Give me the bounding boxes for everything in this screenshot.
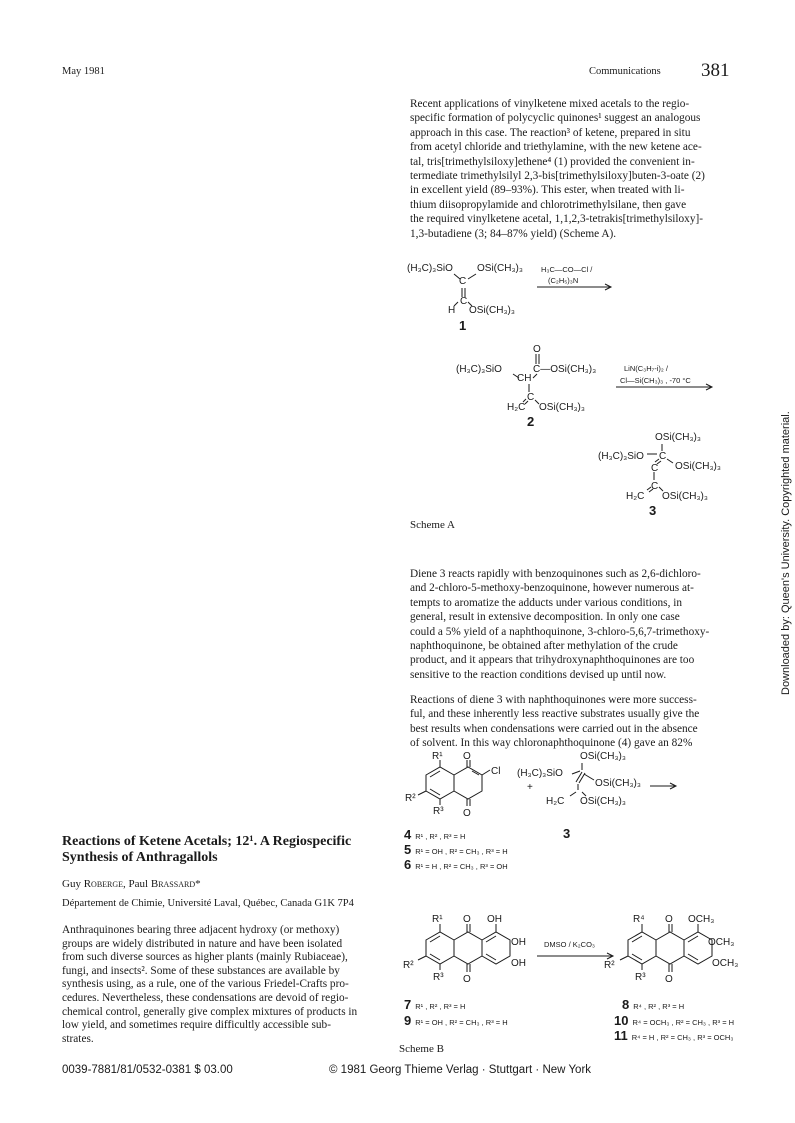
c2-bonds bbox=[505, 372, 555, 412]
diene-left: (H₃C)₃SiO bbox=[517, 768, 563, 779]
aq-b-o-bottom: O bbox=[665, 974, 673, 985]
para-line: product, and it appears that trihydroxynaphthoquinones are too bbox=[410, 654, 695, 667]
para-line: sensitive to the reaction conditions devised up until now. bbox=[410, 668, 667, 681]
c3-right: OSi(CH₃)₃ bbox=[675, 461, 721, 472]
para-line: fungi, and insects². Some of these substances are available by bbox=[62, 964, 340, 977]
para-line: 1,3-butadiene (3; 84–87% yield) (Scheme A). bbox=[410, 227, 617, 240]
para-line: cedures. Nevertheless, these condensations are devoid of regio- bbox=[62, 991, 349, 1004]
nq-r3: R³ bbox=[433, 806, 444, 817]
title-line: Reactions of Ketene Acetals; 12¹. A Regiospecific bbox=[62, 834, 352, 849]
reagent1-line1: H₃C—CO—Cl / bbox=[541, 265, 593, 274]
c2-right-group: C—OSi(CH₃)₃ bbox=[533, 364, 597, 375]
aq-a-r1: R¹ bbox=[432, 914, 443, 925]
article-title bbox=[62, 834, 392, 866]
author-2-given: Paul bbox=[128, 878, 149, 890]
c1-right-group: OSi(CH₃)₃ bbox=[477, 263, 523, 274]
compound-1-label: 1 bbox=[459, 318, 467, 333]
c3-carbon-a: C bbox=[659, 451, 667, 462]
reagent-dmso: DMSO / K₂CO₃ bbox=[544, 940, 595, 949]
para-line: Anthraquinones bearing three adjacent hydroxy (or methoxy) bbox=[62, 924, 340, 936]
compound-number: 10 bbox=[614, 1013, 629, 1028]
c1-bottom-group: OSi(CH₃)₃ bbox=[469, 305, 515, 316]
para-line: and 2-chloro-5-methoxy-benzoquinone, however numerous at- bbox=[410, 582, 694, 595]
para-line: Recent applications of vinylketene mixed acetals to the regio- bbox=[410, 98, 690, 110]
aq-b-r2: R² bbox=[604, 960, 615, 971]
author-1-given: Guy bbox=[62, 878, 81, 890]
diene-top: OSi(CH₃)₃ bbox=[580, 751, 626, 762]
para-line: low yield, and sometimes require difficultly accessible sub- bbox=[62, 1019, 331, 1032]
c2-carbon: C bbox=[527, 392, 535, 403]
aq-b-och3-1: OCH₃ bbox=[688, 914, 715, 925]
para-line: the required vinylketene acetal, 1,1,2,3-tetrakis[trimethylsiloxy]- bbox=[410, 213, 703, 226]
para-line: naphthoquinone, be obtained after methylation of the crude bbox=[410, 640, 678, 653]
body-paragraph-2 bbox=[410, 567, 732, 682]
c3-ch2: H₂C bbox=[626, 491, 645, 502]
para-line: synthesis using, as a rule, one of the various Friedel-Crafts pro- bbox=[62, 978, 349, 991]
reaction-arrow-1 bbox=[537, 282, 615, 292]
substituents: R⁴ , R² , R³ = H bbox=[633, 1002, 685, 1011]
compound-number: 4 bbox=[404, 827, 412, 842]
scheme-b-label: Scheme B bbox=[399, 1043, 444, 1055]
aq-b-och3-3: OCH₃ bbox=[712, 958, 739, 969]
diene-bonds bbox=[560, 762, 600, 798]
para-line: best results when condensations were carried out in the absence bbox=[410, 722, 698, 735]
para-line: chemical control, generally give complex mixtures of products in bbox=[62, 1005, 358, 1018]
substituents: R¹ , R² , R³ = H bbox=[415, 832, 466, 841]
reaction-arrow-2 bbox=[616, 382, 716, 392]
para-line: could a 5% yield of a naphthoquinone, 3-chloro-5,6,7-trimethoxy- bbox=[410, 625, 710, 638]
entry-6 bbox=[404, 856, 508, 874]
reagent2-line1: LiN(C₃H₇-i)₂ / bbox=[624, 364, 668, 373]
diene-bottom: OSi(CH₃)₃ bbox=[580, 796, 626, 807]
para-line: strates. bbox=[62, 1032, 94, 1045]
c3-carbon-b: C bbox=[651, 463, 659, 474]
c3-bottom: OSi(CH₃)₃ bbox=[662, 491, 708, 502]
compound-3-label-b: 3 bbox=[563, 826, 571, 841]
aq-a-oh3: OH bbox=[511, 958, 526, 969]
c3-carbon-c: C bbox=[651, 481, 659, 492]
c3-left: (H₃C)₃SiO bbox=[598, 451, 644, 462]
para-line: tal, tris[trimethylsiloxy]ethene⁴ (1) provided the convenient in- bbox=[410, 155, 695, 168]
running-date: May 1981 bbox=[62, 66, 105, 77]
substituents: R⁴ = OCH₃ , R² = CH₃ , R³ = H bbox=[632, 1018, 735, 1027]
substituents: R¹ = H , R² = CH₃ , R³ = OH bbox=[415, 862, 508, 871]
aq-b-r4: R⁴ bbox=[633, 914, 645, 925]
entry-9 bbox=[404, 1012, 508, 1030]
abstract bbox=[62, 924, 392, 1046]
para-line: general, result in extensive decomposition. In only one case bbox=[410, 611, 680, 624]
aq-a-oh1: OH bbox=[487, 914, 502, 925]
para-line: Reactions of diene 3 with naphthoquinones were more success- bbox=[410, 694, 697, 706]
reagent1-line2: (C₂H₅)₃N bbox=[548, 276, 579, 285]
nq-o-top: O bbox=[463, 751, 471, 762]
compound-number: 11 bbox=[614, 1028, 628, 1043]
para-line: termediate trimethylsilyl 2,3-bis[trimethylsiloxy]buten-3-oate (2) bbox=[410, 170, 705, 183]
body-paragraph-3 bbox=[410, 693, 732, 751]
aq-a-r3: R³ bbox=[433, 972, 444, 983]
compound-3-label: 3 bbox=[649, 503, 657, 518]
substituents: R¹ = OH , R² = CH₃ , R³ = H bbox=[415, 847, 508, 856]
nq-r2: R² bbox=[405, 793, 416, 804]
compound-number: 5 bbox=[404, 842, 412, 857]
c1-left-group: (H₃C)₃SiO bbox=[407, 263, 453, 274]
c3-top: OSi(CH₃)₃ bbox=[655, 432, 701, 443]
para-line: Diene 3 reacts rapidly with benzoquinones such as 2,6-dichloro- bbox=[410, 568, 701, 580]
nq-r1: R¹ bbox=[432, 751, 443, 762]
affiliation: Département de Chimie, Université Laval, Québec, Canada G1K 7P4 bbox=[62, 898, 354, 909]
c1-bonds bbox=[440, 270, 500, 310]
publisher-line: © 1981 Georg Thieme Verlag · Stuttgart · New York bbox=[329, 1064, 592, 1076]
para-line: from such diverse sources as higher plants (mainly Rubiaceae), bbox=[62, 951, 348, 964]
diene-right: OSi(CH₃)₃ bbox=[595, 778, 641, 789]
c2-top-o: O bbox=[533, 344, 541, 355]
diene-ch2: H₂C bbox=[546, 796, 565, 807]
aq-a-o-bottom: O bbox=[463, 974, 471, 985]
para-line: thium diisopropylamide and chlorotrimethylsilane, then gave bbox=[410, 198, 687, 211]
c2-left-group: (H₃C)₃SiO bbox=[456, 364, 502, 375]
author-2-family: Brassard* bbox=[150, 878, 201, 890]
compound-2-label: 2 bbox=[527, 414, 535, 429]
c1-carbon2: C bbox=[460, 296, 468, 307]
entry-11 bbox=[614, 1027, 733, 1045]
para-line: in excellent yield (89–93%). This ester, when treated with li- bbox=[410, 184, 685, 197]
reagent2-line2: Cl—Si(CH₃)₃ , -70 °C bbox=[620, 376, 691, 385]
para-line: of solvent. In this way chloronaphthoquinone (4) gave an 82% bbox=[410, 737, 693, 750]
aq-b-och3-2: OCH₃ bbox=[708, 937, 735, 948]
para-line: approach in this case. The reaction³ of ketene, prepared in situ bbox=[410, 126, 691, 139]
compound-number: 6 bbox=[404, 857, 412, 872]
c2-ch: CH bbox=[517, 373, 532, 384]
issn-line: 0039-7881/81/0532-0381 $ 03.00 bbox=[62, 1064, 233, 1076]
aq-a-o-top: O bbox=[463, 914, 471, 925]
nq-cl: Cl bbox=[491, 766, 501, 777]
running-section: Communications bbox=[589, 66, 661, 77]
compound-number: 9 bbox=[404, 1013, 412, 1028]
para-line: tempts to aromatize the adducts under various conditions, in bbox=[410, 596, 683, 609]
c2-bottom-group: OSi(CH₃)₃ bbox=[539, 402, 585, 413]
download-notice: Downloaded by: Queen's University. Copyrighted material. bbox=[780, 411, 792, 695]
substituents: R⁴ = H , R² = CH₃ , R³ = OCH₃ bbox=[631, 1033, 734, 1042]
title-line: Synthesis of Anthragallols bbox=[62, 850, 218, 865]
plus-sign: + bbox=[527, 782, 533, 793]
para-line: ful, and these inherently less reactive substrates usually give the bbox=[410, 708, 700, 721]
compound-number: 7 bbox=[404, 997, 412, 1012]
aq-b-r3: R³ bbox=[635, 972, 646, 983]
para-line: from acetyl chloride and triethylamine, with the new ketene ace- bbox=[410, 141, 702, 154]
intro-paragraph bbox=[410, 97, 732, 241]
reaction-arrow-3 bbox=[650, 781, 680, 791]
authors: Guy Roberge, Paul Brassard* bbox=[62, 878, 201, 890]
page-number: 381 bbox=[701, 60, 730, 81]
scheme-a-label: Scheme A bbox=[410, 519, 455, 531]
aq-b-o-top: O bbox=[665, 914, 673, 925]
author-1-family: Roberge bbox=[83, 878, 124, 890]
c1-carbon: C bbox=[459, 276, 467, 287]
aq-a-oh2: OH bbox=[511, 937, 526, 948]
para-line: groups are widely distributed in nature and have been isolated bbox=[62, 937, 343, 950]
compound-number: 8 bbox=[622, 997, 630, 1012]
substituents: R¹ = OH , R² = CH₃ , R³ = H bbox=[415, 1018, 508, 1027]
nq-o-bottom: O bbox=[463, 808, 471, 819]
c3-bonds bbox=[635, 442, 685, 494]
aq-a-r2: R² bbox=[403, 960, 414, 971]
c2-ch2: H₂C bbox=[507, 402, 526, 413]
c1-hydrogen: H bbox=[448, 305, 456, 316]
para-line: specific formation of polycyclic quinones¹ suggest an analogous bbox=[410, 112, 701, 125]
substituents: R¹ , R² , R³ = H bbox=[415, 1002, 466, 1011]
